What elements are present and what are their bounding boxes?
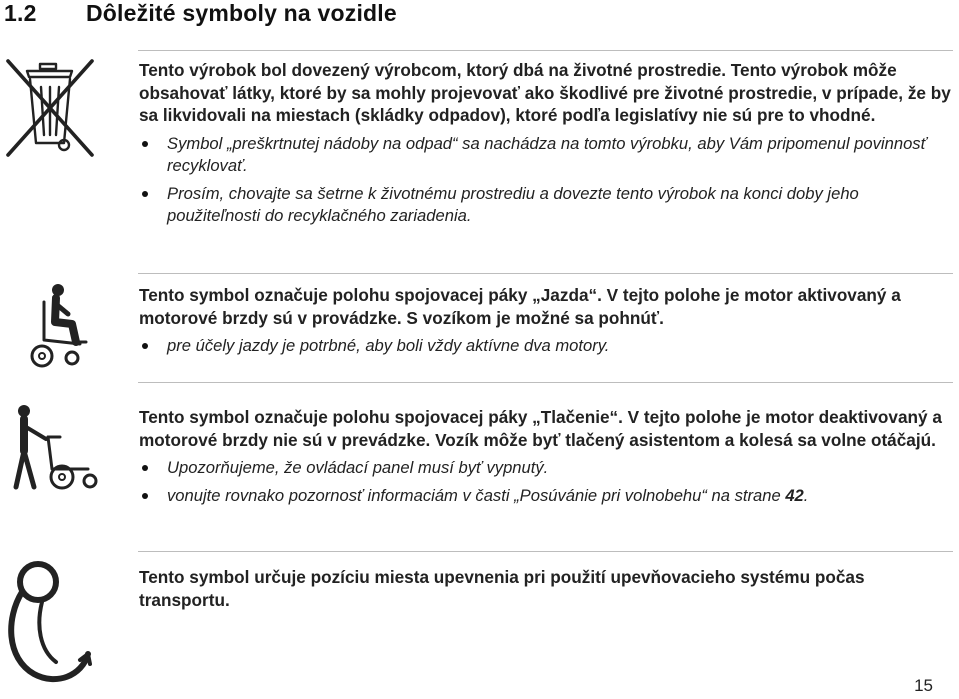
tie-down-section	[139, 566, 954, 611]
push-mode-section	[139, 406, 954, 507]
crossed-out-wheelie-bin-icon	[2, 55, 98, 159]
list-item: Prosím, chovajte sa šetrne k životnému prostrediu a dovezte tento výrobok na konci doby jeho použiteľnosti do recyklačného zariadenia.	[139, 183, 954, 227]
section-number: 1.2	[4, 0, 37, 26]
push-mode-text: Tento symbol označuje polohu spojovacej páky „Tlačenie“. V tejto polohe je motor deaktivovaný a motorové brzdy nie sú v prevádzke. Vozík môže byť tlačený asistentom a kolesá sa volne otáčajú.	[139, 407, 942, 450]
list-item	[139, 485, 954, 507]
drive-mode-section	[139, 284, 954, 357]
recycling-bullet-list	[139, 133, 954, 227]
attendant-pushing-wheelchair-icon	[4, 403, 104, 493]
bullet-ref-text: vonujte rovnako pozornosť informaciám v časti „Posúvánie pri volnobehu“ na strane	[167, 486, 786, 505]
page-reference: 42	[785, 486, 804, 505]
list-item: Symbol „preškrtnutej nádoby na odpad“ sa nachádza na tomto výrobku, aby Vám pripomenul povinnosť recyklovať.	[139, 133, 954, 177]
list-item: pre účely jazdy je potrbné, aby boli vždy aktívne dva motory.	[139, 335, 954, 357]
section-divider	[138, 50, 953, 51]
tie-down-text: Tento symbol určuje pozíciu miesta upevnenia pri použití upevňovacieho systému počas transportu.	[139, 567, 865, 610]
section-heading	[4, 0, 397, 27]
section-divider	[138, 551, 953, 552]
push-mode-bullet-list	[139, 457, 954, 507]
recycling-intro-text: Tento výrobok bol dovezený výrobcom, ktorý dbá na životné prostredie. Tento výrobok môže obsahovať látky, ktoré by sa mohly projevovať ako škodlivé pre životné prostredie, v prípade, že by sa likvidovali na miestach (skládky odpadov), ktoré podľa legislatívy nie sú pre to vhodné.	[139, 60, 951, 125]
bullet-ref-end: .	[803, 486, 809, 505]
drive-mode-bullet-list	[139, 335, 954, 357]
list-item: Upozorňujeme, že ovládací panel musí byť vypnutý.	[139, 457, 954, 479]
section-title: Dôležité symboly na vozidle	[86, 0, 397, 26]
section-divider	[138, 273, 953, 274]
seated-wheelchair-user-icon	[22, 282, 92, 370]
drive-mode-text: Tento symbol označuje polohu spojovacej páky „Jazda“. V tejto polohe je motor aktivovaný a motorové brzdy sú v provádzke. S vozíkom je možné sa pohnúť.	[139, 285, 901, 328]
recycling-section	[139, 59, 954, 227]
tie-down-hook-icon	[4, 558, 94, 696]
page-number: 15	[914, 676, 933, 695]
section-divider	[138, 382, 953, 383]
